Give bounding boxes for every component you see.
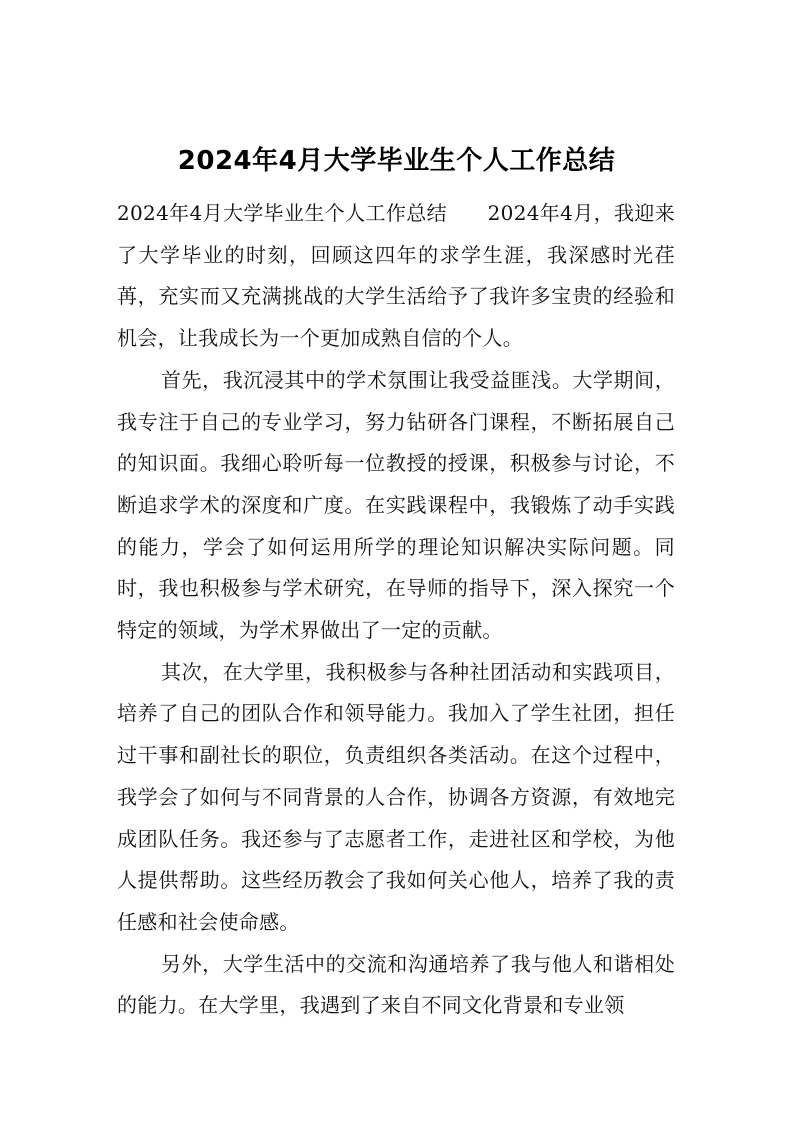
paragraph-intro: 2024年4月大学毕业生个人工作总结 2024年4月，我迎来了大学毕业的时刻，回顾这四年的求学生涯，我深感时光荏苒，充实而又充满挑战的大学生活给予了我许多宝贵的经验和机会，让我成长为一个更加成熟自信的个人。 [117, 201, 675, 351]
document-body [117, 193, 675, 1027]
document-title: 2024年4月大学毕业生个人工作总结 [177, 146, 616, 177]
paragraph-academics: 首先，我沉浸其中的学术氛围让我受益匪浅。大学期间，我专注于自己的专业学习，努力钻研各门课程，不断拓展自己的知识面。我细心聆听每一位教授的授课，积极参与讨论，不断追求学术的深度和广度。在实践课程中，我锻炼了动手实践的能力，学会了如何运用所学的理论知识解决实际问题。同时，我也积极参与学术研究，在导师的指导下，深入探究一个特定的领域，为学术界做出了一定的贡献。 [117, 367, 675, 643]
paragraph-activities: 其次，在大学里，我积极参与各种社团活动和实践项目，培养了自己的团队合作和领导能力。我加入了学生社团，担任过干事和副社长的职位，负责组织各类活动。在这个过程中，我学会了如何与不同背景的人合作，协调各方资源，有效地完成团队任务。我还参与了志愿者工作，走进社区和学校，为他人提供帮助。这些经历教会了我如何关心他人，培养了我的责任感和社会使命感。 [117, 659, 675, 934]
paragraph-communication: 另外，大学生活中的交流和沟通培养了我与他人和谐相处的能力。在大学里，我遇到了来自不同文化背景和专业领 [117, 951, 675, 1018]
